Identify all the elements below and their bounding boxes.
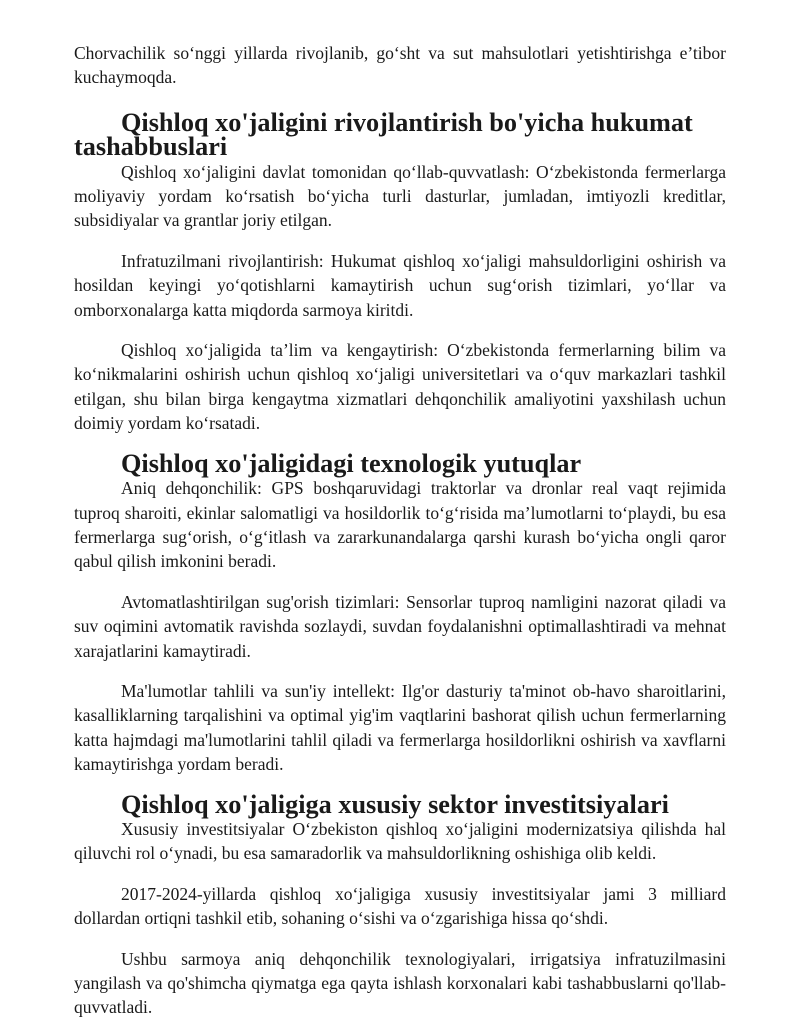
paragraph-automated-irrigation: Avtomatlashtirilgan sug'orish tizimlari: Sensorlar tuproq namligini nazorat qiladi va suv oqimini avtomatik ravishda sozlaydi, suvdan foydalanishni optimallashtiradi va mehnat xarajatlarini kamaytiradi. — [74, 591, 726, 661]
paragraph-data-analytics: Ma'lumotlar tahlili va sun'iy intellekt: Ilg'or dasturiy ta'minot ob-havo sharoitlarini, kasalliklarning tarqalishini va optimal yig'im vaqtlarini bashorat qilish uchun fermerlarning katta hajmdagi ma'lumotlarini tahlil qiladi va fermerlarga hosildorlikni oshirish va xavflarni kamaytirishga yordam beradi. — [74, 680, 726, 775]
paragraph-investment-initiatives: Ushbu sarmoya aniq dehqonchilik texnologiyalari, irrigatsiya infratuzilmasini yangilash va qo'shimcha qiymatga ega qayta ishlash korxonalari kabi tashabbuslarni qo'llab-quvvatladi. — [74, 948, 726, 1018]
paragraph-investment-total: 2017-2024-yillarda qishloq xo‘jaligiga xususiy investitsiyalar jami 3 milliard dollardan ortiqni tashkil etib, sohaning o‘sishi va o‘zgarishiga hissa qo‘shdi. — [74, 883, 726, 929]
paragraph-precision-farming: Aniq dehqonchilik: GPS boshqaruvidagi traktorlar va dronlar real vaqt rejimida tuproq sharoiti, ekinlar salomatligi va hosildorlik to‘g‘risida ma’lumotlarni to‘playdi, bu esa fermerlarga sug‘orish, o‘g‘itlash va zararkunandalarga qarshi kurash bo‘yicha ongli qaror qabul qilish imkonini beradi. — [74, 478, 726, 572]
paragraph-private-role: Xususiy investitsiyalar O‘zbekiston qishloq xo‘jaligini modernizatsiya qilishda hal qiluvchi rol o‘ynadi, bu esa samaradorlik va mahsuldorlikning oshishiga olib keldi. — [74, 818, 726, 864]
intro-paragraph: Chorvachilik so‘nggi yillarda rivojlanib, go‘sht va sut mahsulotlari yetishtirishga e’tibor kuchaymoqda. — [74, 43, 726, 88]
paragraph-infrastructure: Infratuzilmani rivojlantirish: Hukumat qishloq xo‘jaligi mahsuldorligini oshirish va hosildan keyingi yo‘qotishlarni kamaytirish uchun sug‘orish tizimlari, yo‘llar va omborxonalarga katta miqdorda sarmoya kiritdi. — [74, 250, 726, 320]
paragraph-education: Qishloq xo‘jaligida ta’lim va kengaytirish: O‘zbekistonda fermerlarning bilim va ko‘nikmalarini oshirish uchun qishloq xo‘jaligi universitetlari va o‘quv markazlari tashkil etilgan, shu bilan birga kengaytma xizmatlari dehqonchilik amaliyotini yaxshilash uchun doimiy yordam ko‘rsatadi. — [74, 340, 726, 434]
section-heading-technology: Qishloq xo'jaligidagi texnologik yutuqlar — [121, 448, 582, 478]
section-heading-private-investment: Qishloq xo'jaligiga xususiy sektor investitsiyalari — [121, 789, 669, 819]
section-heading-government: Qishloq xo'jaligini rivojlantirish bo'yicha hukumat tashabbuslari — [74, 107, 693, 162]
paragraph-government-support: Qishloq xo‘jaligini davlat tomonidan qo‘llab-quvvatlash: O‘zbekistonda fermerlarga moliyaviy yordam ko‘rsatish bo‘yicha turli dasturlar, jumladan, imtiyozli kreditlar, subsidiyalar va grantlar joriy etilgan. — [74, 161, 726, 231]
